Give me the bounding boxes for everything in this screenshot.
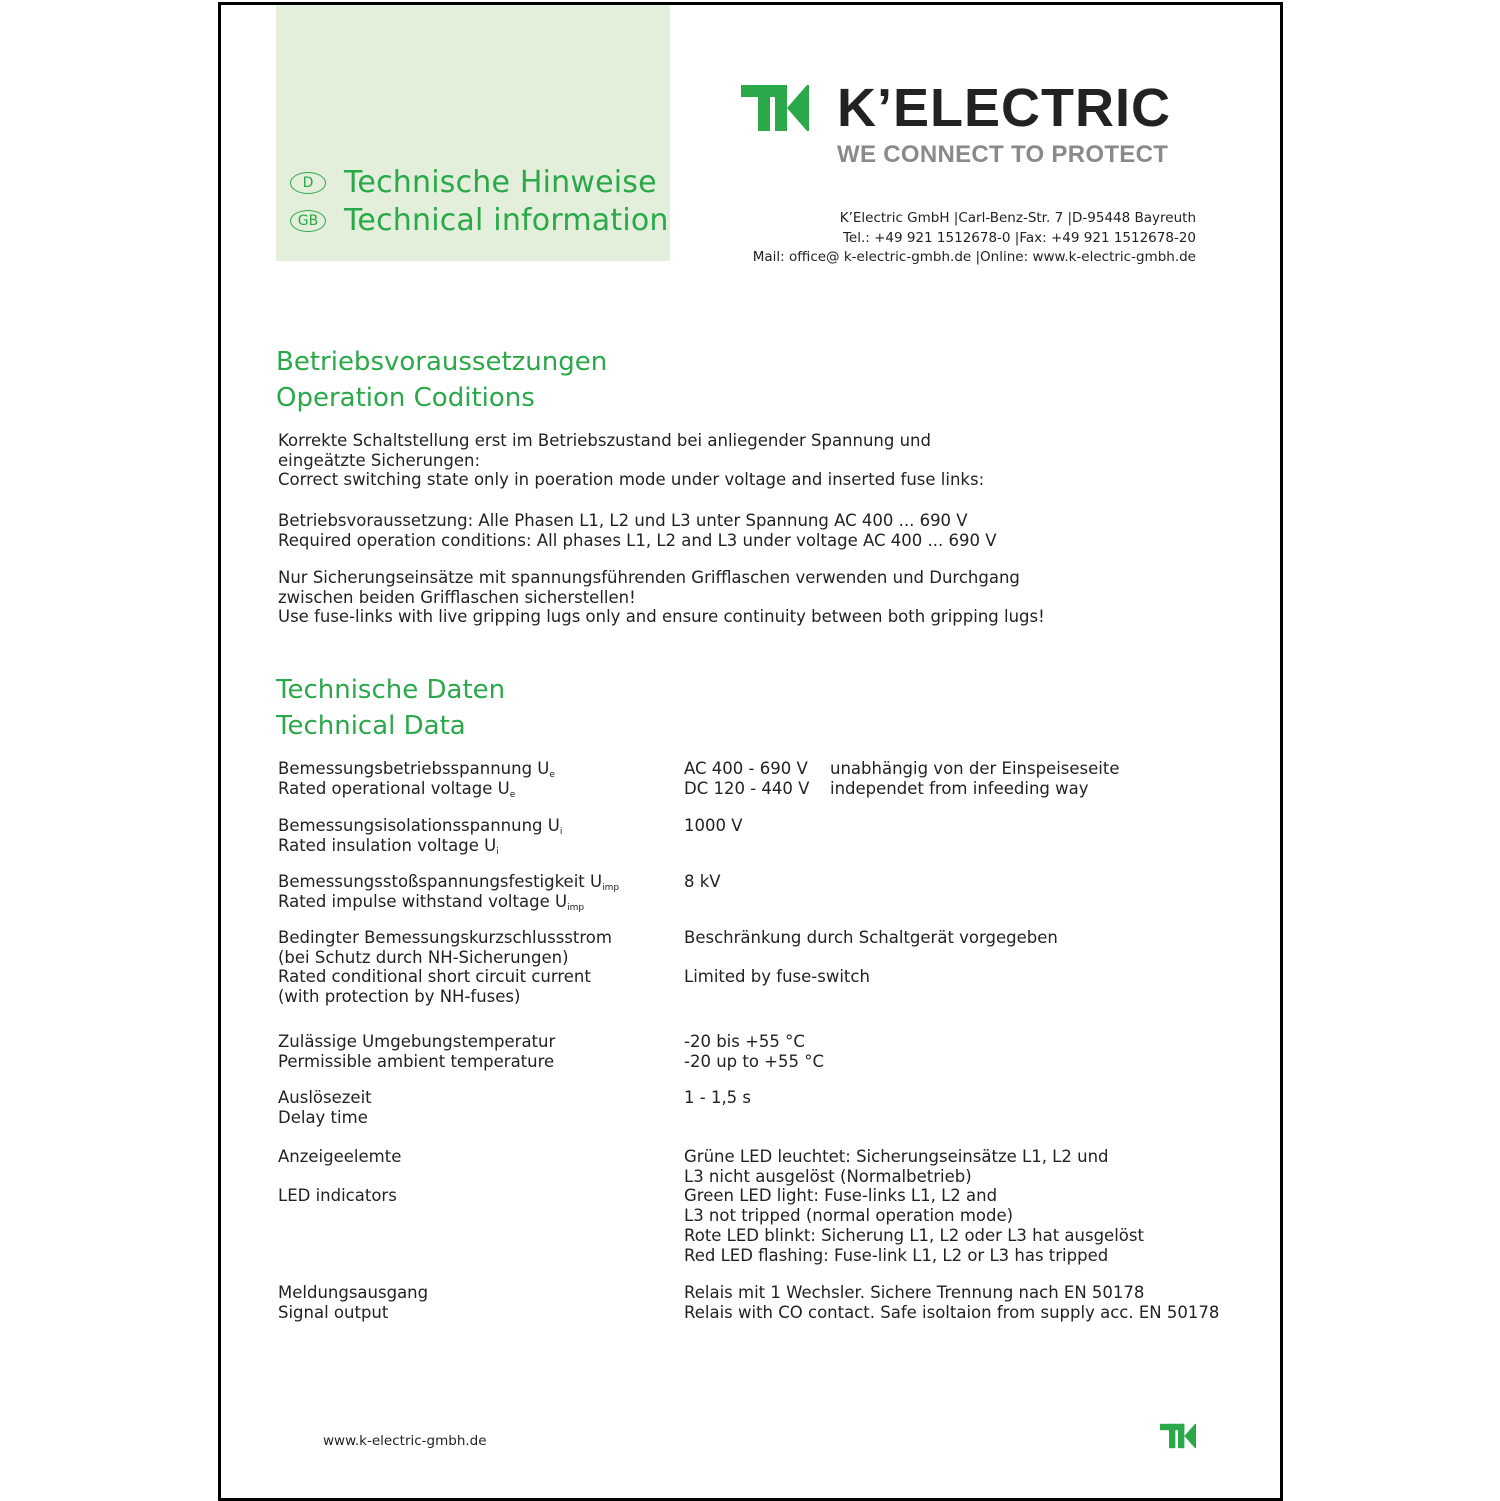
- spec-value: [684, 816, 743, 836]
- spec-note: [830, 759, 1120, 798]
- spec-value: [684, 872, 721, 892]
- spec-note-de: unabhängig von der Einspeiseseite: [830, 759, 1120, 778]
- techdata-title: [276, 672, 505, 744]
- lang-badge-gb: GB: [290, 210, 326, 232]
- spec-value-line: Rote LED blinkt: Sicherung L1, L2 oder L3 hat ausgelöst: [684, 1225, 1144, 1245]
- spec-value-text: 1000 V: [684, 816, 743, 835]
- spec-label-de: Bemessungsstoßspannungsfestigkeit U: [278, 872, 603, 891]
- operation-title-de: Betriebsvoraussetzungen: [276, 347, 608, 377]
- spec-value: [684, 1147, 1144, 1265]
- spec-value-ac: AC 400 - 690 V: [684, 759, 808, 778]
- operation-paragraph-2: [278, 511, 996, 550]
- contact-block: [753, 209, 1196, 268]
- subscript: e: [509, 789, 516, 800]
- spec-value-line: L3 not tripped (normal operation mode): [684, 1206, 1014, 1226]
- spec-value-text: 8 kV: [684, 872, 721, 891]
- spec-value-line: Green LED light: Fuse-links L1, L2 and: [684, 1186, 998, 1206]
- spec-value-line: Red LED flashing: Fuse-link L1, L2 or L3 has tripped: [684, 1245, 1109, 1265]
- spec-label: [278, 1032, 555, 1071]
- spec-value-de: Relais mit 1 Wechsler. Sichere Trennung nach EN 50178: [684, 1283, 1145, 1302]
- footer-website-link[interactable]: www.k-electric-gmbh.de: [323, 1433, 487, 1449]
- spec-label-de: Anzeigeelemte: [278, 1147, 402, 1166]
- title-de: Technische Hinweise: [344, 165, 657, 200]
- document-page: [218, 2, 1283, 1501]
- spec-label: [278, 1088, 372, 1127]
- spec-label: [278, 928, 612, 1007]
- spec-value-dc: DC 120 - 440 V: [684, 778, 810, 798]
- paragraph-line: Correct switching state only in poeration mode under voltage and inserted fuse links:: [278, 470, 985, 490]
- title-en: Technical information: [344, 203, 669, 238]
- paragraph-line: Required operation conditions: All phases L1, L2 and L3 under voltage AC 400 ... 690 V: [278, 530, 997, 550]
- contact-mail: Mail: office@ k-electric-gmbh.de |Online: www.k-electric-gmbh.de: [752, 249, 1196, 265]
- spec-label: [278, 816, 562, 855]
- spec-value-en: Limited by fuse-switch: [684, 967, 870, 987]
- spec-label-en: Rated impulse withstand voltage U: [278, 891, 568, 911]
- spec-label-en: LED indicators: [278, 1186, 397, 1206]
- spec-value-text: 1 - 1,5 s: [684, 1088, 752, 1107]
- spec-note-en: independet from infeeding way: [830, 778, 1089, 798]
- company-logo: [741, 78, 1197, 171]
- subscript: imp: [567, 902, 585, 913]
- contact-phone: Tel.: +49 921 1512678-0 |Fax: +49 921 1512678-20: [842, 229, 1196, 246]
- spec-value: [684, 1032, 824, 1071]
- title-banner: [276, 5, 670, 261]
- spec-value-line: Grüne LED leuchtet: Sicherungseinsätze L1, L2 und: [684, 1147, 1109, 1166]
- spec-label: [278, 1283, 428, 1322]
- spec-label-en: Rated conditional short circuit current: [278, 967, 591, 987]
- techdata-title-de: Technische Daten: [276, 675, 506, 705]
- paragraph-line: Use fuse-links with live gripping lugs only and ensure continuity between both gripping lugs!: [278, 607, 1045, 627]
- spec-value: [684, 1283, 1219, 1322]
- spec-label: [278, 759, 555, 798]
- spec-label-de-sub: (bei Schutz durch NH-Sicherungen): [278, 947, 569, 967]
- spec-label-de: Bemessungsbetriebsspannung U: [278, 759, 550, 778]
- spec-label-de: Meldungsausgang: [278, 1283, 429, 1302]
- spec-label-de: Bemessungsisolationsspannung U: [278, 816, 560, 835]
- spec-label-en-sub: (with protection by NH-fuses): [278, 987, 521, 1007]
- spec-value-en: -20 up to +55 °C: [684, 1051, 825, 1071]
- spec-value-line: L3 nicht ausgelöst (Normalbetrieb): [684, 1166, 972, 1186]
- spec-value-en: Relais with CO contact. Safe isoltaion from supply acc. EN 50178: [684, 1302, 1220, 1322]
- brand-slogan: WE CONNECT TO PROTECT: [837, 141, 1169, 168]
- spec-value: [684, 1088, 751, 1108]
- paragraph-line: Korrekte Schaltstellung erst im Betriebszustand bei anliegender Spannung und: [278, 431, 931, 450]
- spec-value: [684, 928, 1058, 987]
- operation-title-en: Operation Coditions: [276, 383, 535, 413]
- title-de-row: [290, 165, 657, 200]
- contact-address: K’Electric GmbH |Carl-Benz-Str. 7 |D-95448 Bayreuth: [839, 210, 1196, 226]
- spec-value-de: Beschränkung durch Schaltgerät vorgegeben: [684, 928, 1058, 947]
- spec-label-de: Auslösezeit: [278, 1088, 372, 1107]
- spec-label-de: Zulässige Umgebungstemperatur: [278, 1032, 556, 1051]
- subscript: i: [496, 846, 499, 857]
- operation-paragraph-1: [278, 431, 984, 490]
- tk-logo-small-icon: [1160, 1423, 1196, 1449]
- spec-value: [684, 759, 809, 798]
- spec-label: [278, 872, 619, 911]
- subscript: i: [559, 827, 563, 837]
- spec-label-en: Permissible ambient temperature: [278, 1051, 555, 1071]
- paragraph-line: Nur Sicherungseinsätze mit spannungsführenden Grifflaschen verwenden und Durchgang: [278, 568, 1020, 587]
- spec-label-en: Rated insulation voltage U: [278, 835, 497, 855]
- operation-title: [276, 344, 607, 416]
- lang-badge-d: D: [290, 172, 326, 194]
- operation-paragraph-3: [278, 568, 1045, 627]
- spec-value-de: -20 bis +55 °C: [684, 1032, 805, 1051]
- spec-label-en: Delay time: [278, 1107, 368, 1127]
- tk-logo-icon: [741, 85, 809, 131]
- paragraph-line: zwischen beiden Grifflaschen sicherstellen!: [278, 587, 636, 607]
- subscript: imp: [602, 883, 620, 893]
- spec-label-en: Rated operational voltage U: [278, 778, 510, 798]
- techdata-title-en: Technical Data: [276, 711, 466, 741]
- brand-name: K’ELECTRIC: [837, 78, 1171, 138]
- subscript: e: [549, 770, 555, 780]
- spec-label-de: Bedingter Bemessungskurzschlussstrom: [278, 928, 612, 947]
- title-en-row: [290, 203, 669, 238]
- paragraph-line: eingeätzte Sicherungen:: [278, 450, 481, 470]
- spec-label: [278, 1147, 401, 1206]
- spec-label-en: Signal output: [278, 1302, 389, 1322]
- paragraph-line: Betriebsvoraussetzung: Alle Phasen L1, L2 und L3 unter Spannung AC 400 ... 690 V: [278, 511, 968, 530]
